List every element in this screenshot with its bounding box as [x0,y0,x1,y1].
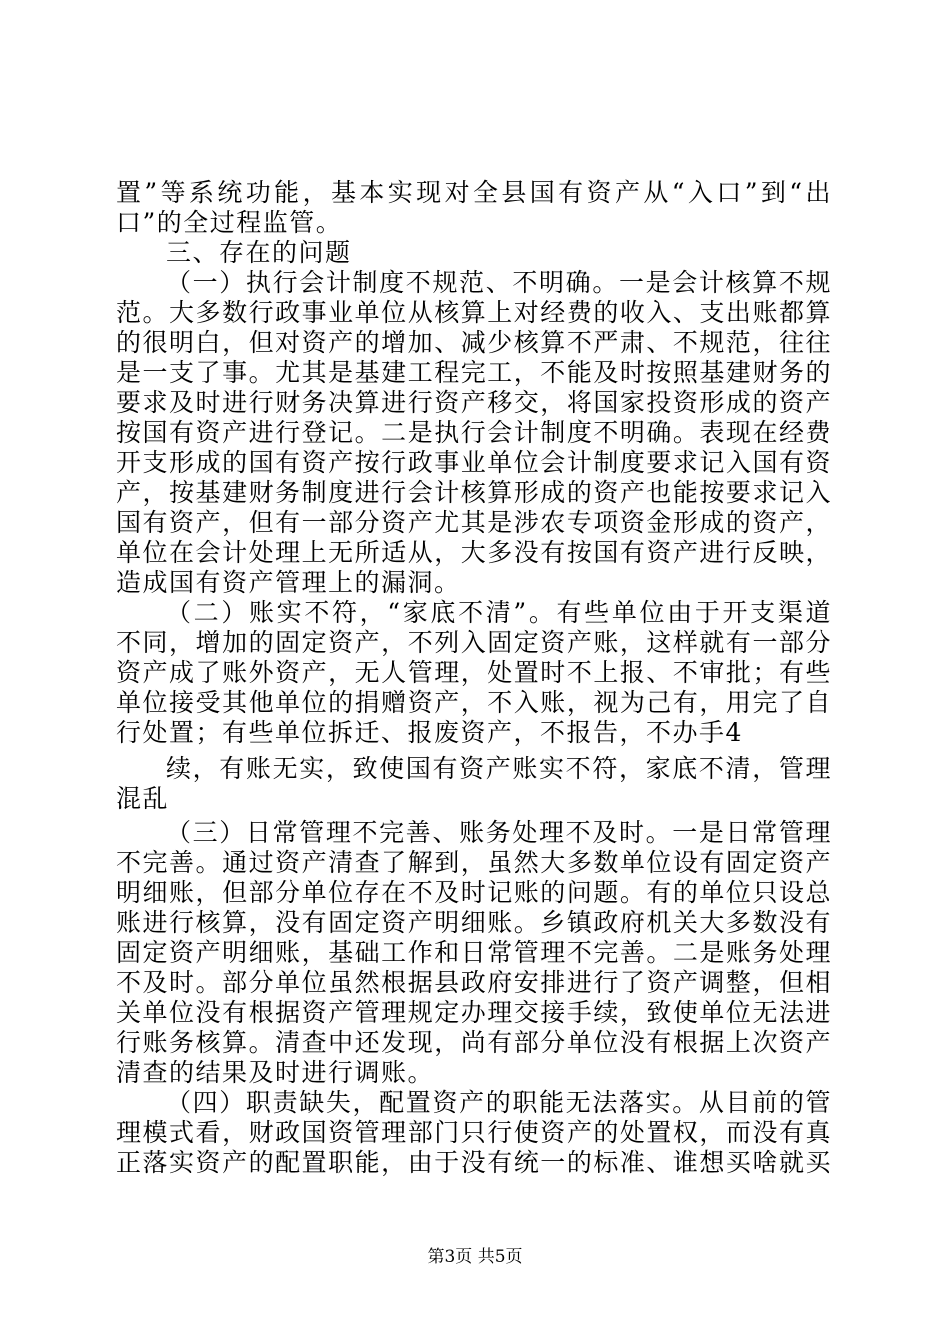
text-line: 造成国有资产管理上的漏洞。 [116,568,461,597]
text-line: 不及时。部分单位虽然根据县政府安排进行了资产调整，但相 [116,968,832,997]
text-line: 不同，增加的固定资产，不列入固定资产账，这样就有一部分 [116,628,832,657]
paragraph-start: （二）账实不符，“家底不清”。有些单位由于开支渠道 [166,598,832,627]
text-line: 要求及时进行财务决算进行资产移交，将国家投资形成的资产 [116,388,832,417]
text-line: 国有资产，但有一部分资产尤其是涉农专项资金形成的资产， [116,508,832,537]
text-line: 单位在会计处理上无所适从，大多没有按国有资产进行反映， [116,538,832,567]
text-line: 口”的全过程监管。 [116,208,343,237]
text-line: 不完善。通过资产清查了解到，虽然大多数单位设有固定资产 [116,848,832,877]
text-line: 资产成了账外资产，无人管理，处置时不上报、不审批；有些 [116,658,832,687]
paragraph-start: （三）日常管理不完善、账务处理不及时。一是日常管理 [166,818,832,847]
text-line: 理模式看，财政国资管理部门只行使资产的处置权，而没有真 [116,1118,832,1147]
text-line: 账进行核算，没有固定资产明细账。乡镇政府机关大多数没有 [116,908,832,937]
text-line: 混乱 [116,784,170,813]
text-line: 单位接受其他单位的捐赠资产，不入账，视为己有，用完了自 [116,688,832,717]
text-line: 的很明白，但对资产的增加、减少核算不严肃、不规范，往往 [116,328,832,357]
text-line: 置”等系统功能，基本实现对全县国有资产从“入口”到“出 [116,178,832,207]
text-line: 行账务核算。清查中还发现，尚有部分单位没有根据上次资产 [116,1028,832,1057]
text-line: 固定资产明细账，基础工作和日常管理不完善。二是账务处理 [116,938,832,967]
text-line: 范。大多数行政事业单位从核算上对经费的收入、支出账都算 [116,298,832,327]
text-line: 关单位没有根据资产管理规定办理交接手续，致使单位无法进 [116,998,832,1027]
text-line: 产，按基建财务制度进行会计核算形成的资产也能按要求记入 [116,478,832,507]
paragraph-start: （四）职责缺失，配置资产的职能无法落实。从目前的管 [166,1088,832,1117]
text-line: 明细账，但部分单位存在不及时记账的问题。有的单位只设总 [116,878,832,907]
text-line: 清查的结果及时进行调账。 [116,1058,435,1087]
text-line: 行处置；有些单位拆迁、报废资产，不报告，不办手4 [116,718,743,747]
paragraph-start: （一）执行会计制度不规范、不明确。一是会计核算不规 [166,268,832,297]
text-line: 按国有资产进行登记。二是执行会计制度不明确。表现在经费 [116,418,832,447]
paragraph-continuation: 续，有账无实，致使国有资产账实不符，家底不清，管理 [166,754,832,783]
section-heading: 三、存在的问题 [166,238,352,267]
text-line: 开支形成的国有资产按行政事业单位会计制度要求记入国有资 [116,448,832,477]
text-line: 是一支了事。尤其是基建工程完工，不能及时按照基建财务的 [116,358,832,387]
page-number-footer: 第3页 共5页 [427,1247,523,1267]
text-line: 正落实资产的配置职能，由于没有统一的标准、谁想买啥就买 [116,1148,832,1177]
